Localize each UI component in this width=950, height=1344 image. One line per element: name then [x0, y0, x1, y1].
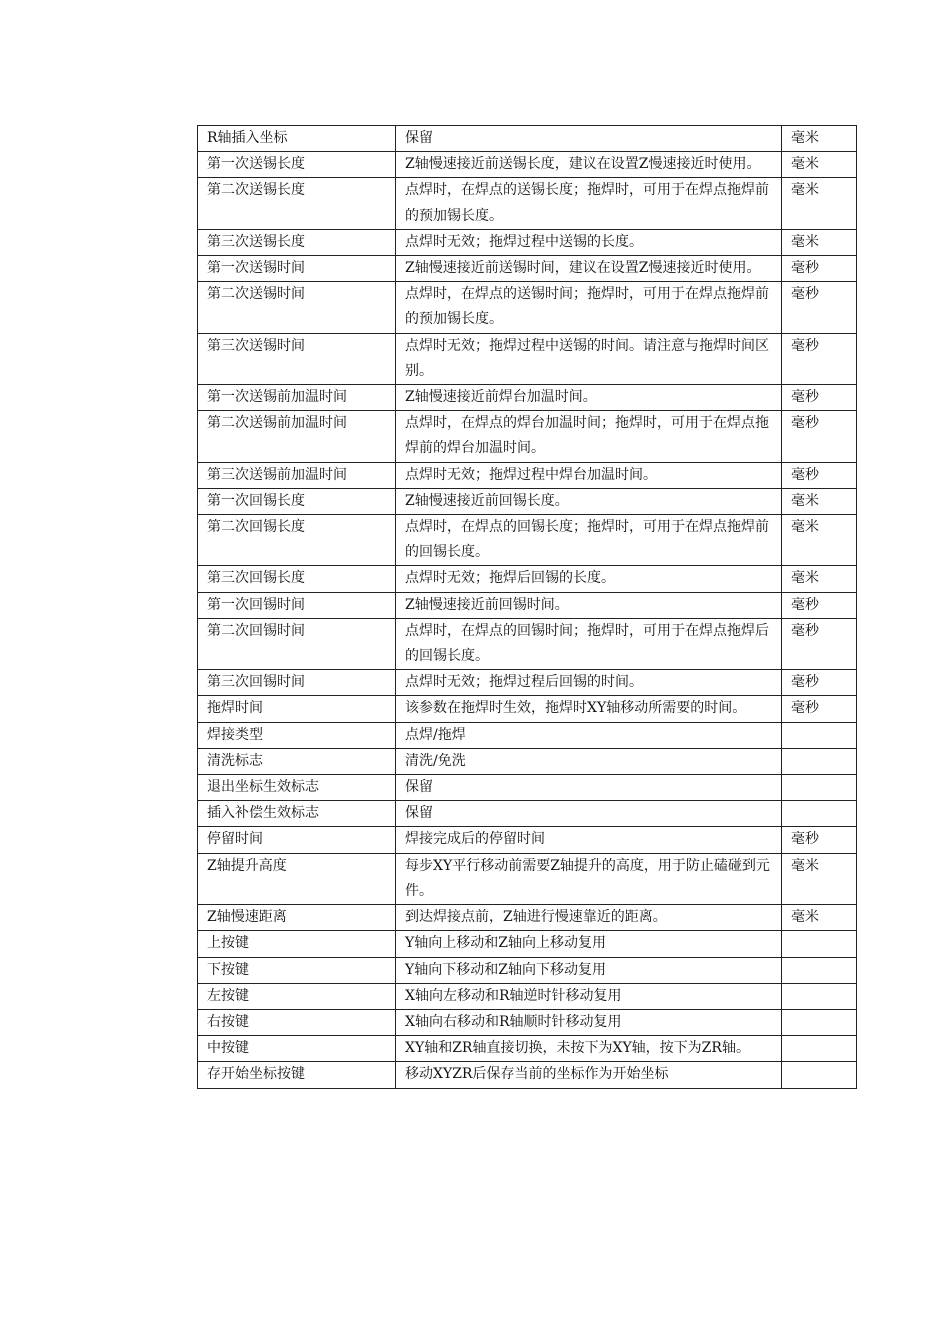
param-unit-cell: 毫秒 — [782, 282, 857, 333]
param-unit-cell: 毫秒 — [782, 618, 857, 669]
param-description-cell: 点焊时，在焊点的送锡时间；拖焊时，可用于在焊点拖焊前的预加锡长度。 — [396, 282, 782, 333]
param-name-cell: 第一次送锡长度 — [198, 152, 396, 178]
table-row — [198, 1036, 857, 1062]
param-description-cell: Z轴慢速接近前送锡时间，建议在设置Z慢速接近时使用。 — [396, 256, 782, 282]
param-unit-cell — [782, 957, 857, 983]
param-description-cell: Z轴慢速接近前送锡长度，建议在设置Z慢速接近时使用。 — [396, 152, 782, 178]
table-row — [198, 515, 857, 566]
param-unit-cell — [782, 983, 857, 1009]
param-description-cell: 点焊时无效；拖焊过程后回锡的时间。 — [396, 670, 782, 696]
param-name-cell: 第二次送锡前加温时间 — [198, 411, 396, 462]
param-name-cell: 焊接类型 — [198, 722, 396, 748]
table-row — [198, 748, 857, 774]
table-row — [198, 670, 857, 696]
table-row — [198, 931, 857, 957]
param-name-cell: 停留时间 — [198, 827, 396, 853]
param-name-cell: 第一次回锡时间 — [198, 592, 396, 618]
param-description-cell: 清洗/免洗 — [396, 748, 782, 774]
param-description-cell: XY轴和ZR轴直接切换，未按下为XY轴，按下为ZR轴。 — [396, 1036, 782, 1062]
param-description-cell: 点焊时，在焊点的回锡时间；拖焊时，可用于在焊点拖焊后的回锡长度。 — [396, 618, 782, 669]
table-row — [198, 775, 857, 801]
param-description-cell: 到达焊接点前，Z轴进行慢速靠近的距离。 — [396, 905, 782, 931]
param-unit-cell: 毫秒 — [782, 592, 857, 618]
param-description-cell: 保留 — [396, 775, 782, 801]
table-row — [198, 333, 857, 384]
param-name-cell: 中按键 — [198, 1036, 396, 1062]
param-description-cell: 点焊时无效；拖焊后回锡的长度。 — [396, 566, 782, 592]
param-unit-cell: 毫米 — [782, 152, 857, 178]
param-unit-cell — [782, 1062, 857, 1088]
param-unit-cell — [782, 801, 857, 827]
param-name-cell: 第二次送锡长度 — [198, 178, 396, 229]
param-unit-cell: 毫秒 — [782, 696, 857, 722]
param-description-cell: Z轴慢速接近前回锡长度。 — [396, 488, 782, 514]
param-name-cell: 第三次回锡时间 — [198, 670, 396, 696]
param-name-cell: 第三次送锡长度 — [198, 229, 396, 255]
table-row — [198, 827, 857, 853]
param-description-cell: X轴向右移动和R轴顺时针移动复用 — [396, 1009, 782, 1035]
param-name-cell: 第二次回锡时间 — [198, 618, 396, 669]
table-row — [198, 801, 857, 827]
param-unit-cell: 毫秒 — [782, 385, 857, 411]
table-row — [198, 385, 857, 411]
param-unit-cell: 毫秒 — [782, 827, 857, 853]
param-name-cell: 第一次送锡前加温时间 — [198, 385, 396, 411]
param-unit-cell — [782, 775, 857, 801]
table-row — [198, 152, 857, 178]
param-unit-cell — [782, 931, 857, 957]
param-description-cell: Z轴慢速接近前回锡时间。 — [396, 592, 782, 618]
param-description-cell: 点焊时，在焊点的回锡长度；拖焊时，可用于在焊点拖焊前的回锡长度。 — [396, 515, 782, 566]
table-row — [198, 957, 857, 983]
param-unit-cell: 毫秒 — [782, 411, 857, 462]
table-row — [198, 853, 857, 904]
param-unit-cell: 毫秒 — [782, 256, 857, 282]
param-name-cell: 第二次送锡时间 — [198, 282, 396, 333]
parameter-table — [197, 125, 857, 1089]
table-row — [198, 282, 857, 333]
table-row — [198, 229, 857, 255]
param-description-cell: Y轴向上移动和Z轴向上移动复用 — [396, 931, 782, 957]
param-unit-cell: 毫米 — [782, 126, 857, 152]
table-row — [198, 722, 857, 748]
table-row — [198, 905, 857, 931]
table-row — [198, 618, 857, 669]
param-name-cell: Z轴提升高度 — [198, 853, 396, 904]
param-description-cell: Z轴慢速接近前焊台加温时间。 — [396, 385, 782, 411]
param-name-cell: R轴插入坐标 — [198, 126, 396, 152]
param-description-cell: 点焊时无效；拖焊过程中焊台加温时间。 — [396, 462, 782, 488]
param-unit-cell: 毫米 — [782, 853, 857, 904]
param-description-cell: 点焊时，在焊点的送锡长度；拖焊时，可用于在焊点拖焊前的预加锡长度。 — [396, 178, 782, 229]
param-name-cell: 拖焊时间 — [198, 696, 396, 722]
param-name-cell: 退出坐标生效标志 — [198, 775, 396, 801]
param-description-cell: 点焊时，在焊点的焊台加温时间；拖焊时，可用于在焊点拖焊前的焊台加温时间。 — [396, 411, 782, 462]
param-name-cell: 第三次回锡长度 — [198, 566, 396, 592]
table-row — [198, 256, 857, 282]
param-unit-cell — [782, 722, 857, 748]
param-description-cell: 焊接完成后的停留时间 — [396, 827, 782, 853]
param-name-cell: 插入补偿生效标志 — [198, 801, 396, 827]
param-description-cell: 移动XYZR后保存当前的坐标作为开始坐标 — [396, 1062, 782, 1088]
param-unit-cell: 毫米 — [782, 566, 857, 592]
param-description-cell: 保留 — [396, 801, 782, 827]
param-unit-cell: 毫米 — [782, 229, 857, 255]
param-unit-cell — [782, 748, 857, 774]
param-unit-cell: 毫米 — [782, 488, 857, 514]
param-name-cell: 下按键 — [198, 957, 396, 983]
param-description-cell: 点焊/拖焊 — [396, 722, 782, 748]
param-description-cell: 每步XY平行移动前需要Z轴提升的高度，用于防止磕碰到元件。 — [396, 853, 782, 904]
parameter-table-body — [198, 126, 857, 1089]
param-unit-cell: 毫秒 — [782, 462, 857, 488]
param-description-cell: 该参数在拖焊时生效，拖焊时XY轴移动所需要的时间。 — [396, 696, 782, 722]
param-unit-cell: 毫米 — [782, 905, 857, 931]
param-unit-cell: 毫米 — [782, 515, 857, 566]
param-description-cell: 保留 — [396, 126, 782, 152]
param-description-cell: Y轴向下移动和Z轴向下移动复用 — [396, 957, 782, 983]
table-row — [198, 1062, 857, 1088]
param-unit-cell: 毫秒 — [782, 333, 857, 384]
param-name-cell: 第一次回锡长度 — [198, 488, 396, 514]
param-unit-cell — [782, 1009, 857, 1035]
param-name-cell: 上按键 — [198, 931, 396, 957]
param-unit-cell: 毫秒 — [782, 670, 857, 696]
param-name-cell: 存开始坐标按键 — [198, 1062, 396, 1088]
param-name-cell: 第三次送锡时间 — [198, 333, 396, 384]
table-row — [198, 592, 857, 618]
param-unit-cell — [782, 1036, 857, 1062]
param-unit-cell: 毫米 — [782, 178, 857, 229]
param-name-cell: Z轴慢速距离 — [198, 905, 396, 931]
table-row — [198, 488, 857, 514]
param-description-cell: X轴向左移动和R轴逆时针移动复用 — [396, 983, 782, 1009]
param-name-cell: 第一次送锡时间 — [198, 256, 396, 282]
param-description-cell: 点焊时无效；拖焊过程中送锡的时间。请注意与拖焊时间区别。 — [396, 333, 782, 384]
table-row — [198, 566, 857, 592]
table-row — [198, 1009, 857, 1035]
table-row — [198, 696, 857, 722]
table-row — [198, 126, 857, 152]
table-row — [198, 983, 857, 1009]
param-name-cell: 右按键 — [198, 1009, 396, 1035]
param-name-cell: 第二次回锡长度 — [198, 515, 396, 566]
table-row — [198, 462, 857, 488]
param-description-cell: 点焊时无效；拖焊过程中送锡的长度。 — [396, 229, 782, 255]
param-name-cell: 左按键 — [198, 983, 396, 1009]
table-row — [198, 178, 857, 229]
param-name-cell: 第三次送锡前加温时间 — [198, 462, 396, 488]
param-name-cell: 清洗标志 — [198, 748, 396, 774]
table-row — [198, 411, 857, 462]
